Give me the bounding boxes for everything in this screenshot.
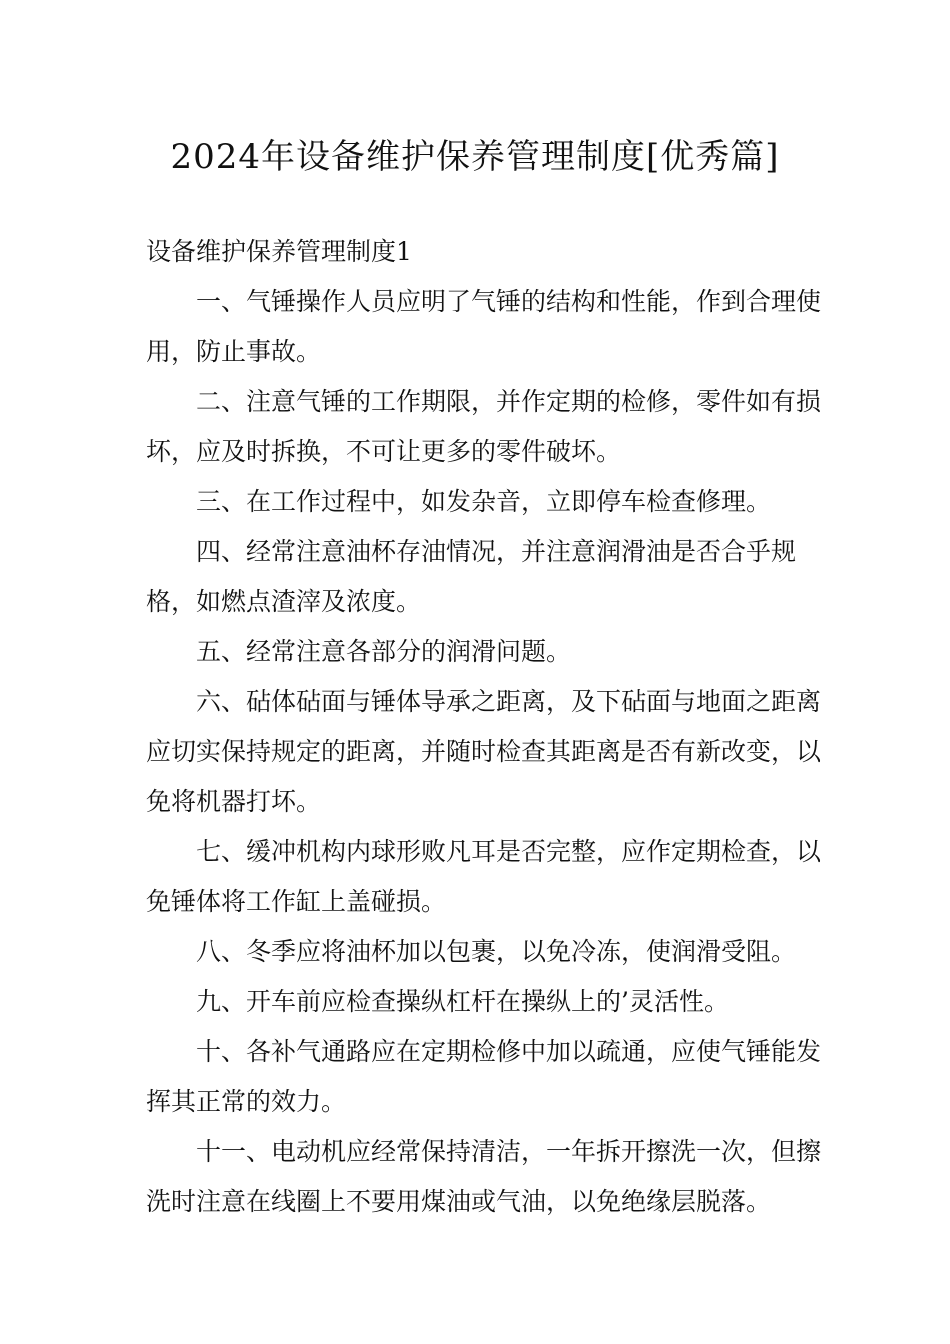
section-heading: 设备维护保养管理制度1 [146, 237, 412, 266]
paragraph-10: 十、各补气通路应在定期检修中加以疏通，应使气锤能发挥其正常的效力。 [146, 1037, 822, 1116]
paragraph-5: 五、经常注意各部分的润滑问题。 [196, 637, 572, 666]
document-title: 2024年设备维护保养管理制度[优秀篇] [170, 137, 780, 177]
paragraph-2: 二、注意气锤的工作期限，并作定期的检修，零件如有损坏，应及时拆换，不可让更多的零件破坏。 [146, 387, 822, 466]
document-body [146, 227, 826, 1227]
paragraph-3: 三、在工作过程中，如发杂音，立即停车检查修理。 [196, 487, 772, 516]
paragraph-11: 十一、电动机应经常保持清洁，一年拆开擦洗一次，但擦洗时注意在线圈上不要用煤油或气油，以免绝缘层脱落。 [146, 1137, 822, 1216]
paragraph-9: 九、开车前应检查操纵杠杆在操纵上的’灵活性。 [196, 987, 729, 1016]
paragraph-8: 八、冬季应将油杯加以包裹，以免冷冻，使润滑受阻。 [196, 937, 797, 966]
paragraph-7: 七、缓冲机构内球形败凡耳是否完整，应作定期检查，以免锤体将工作缸上盖碰损。 [146, 837, 822, 916]
paragraph-4: 四、经常注意油杯存油情况，并注意润滑油是否合乎规格，如燃点渣滓及浓度。 [146, 537, 797, 616]
paragraph-6: 六、砧体砧面与锤体导承之距离，及下砧面与地面之距离应切实保持规定的距离，并随时检查其距离是否有新改变，以免将机器打坏。 [146, 687, 822, 816]
paragraph-1: 一、气锤操作人员应明了气锤的结构和性能，作到合理使用，防止事故。 [146, 287, 822, 366]
